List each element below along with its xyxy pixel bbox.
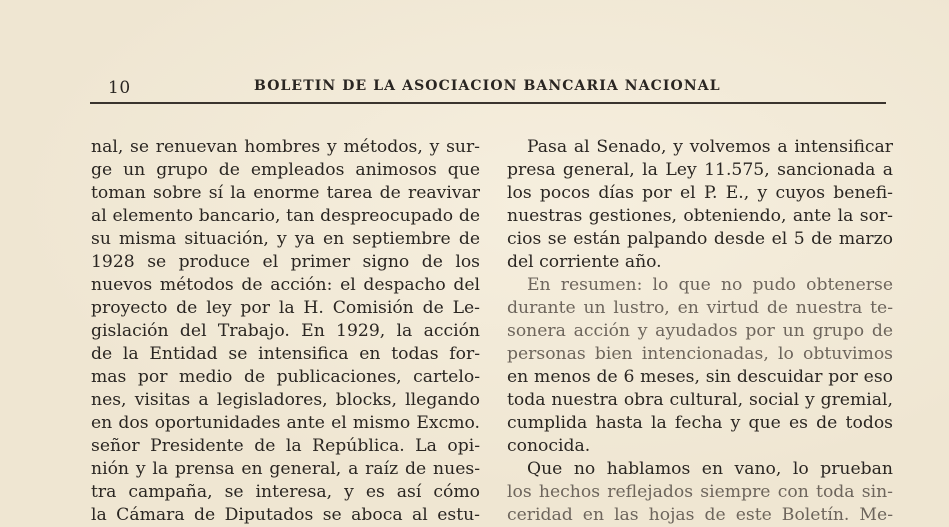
- text-line: en menos de 6 meses, sin descuidar por eso: [507, 367, 893, 387]
- right-column: [507, 136, 893, 527]
- text-line: conocida.: [507, 436, 591, 456]
- text-line: Pasa al Senado, y volvemos a intensificar: [527, 137, 893, 157]
- text-line: gislación del Trabajo. En 1929, la acción: [91, 321, 480, 341]
- text-line: En resumen: lo que no pudo obtenerse: [527, 275, 893, 295]
- text-line: señor Presidente de la República. La opi-: [91, 436, 480, 456]
- text-line: toman sobre sí la enorme tarea de reavivar: [91, 183, 480, 203]
- header-rule: [90, 102, 886, 104]
- text-line: en dos oportunidades ante el mismo Excmo.: [91, 413, 480, 433]
- text-line: cumplida hasta la fecha y que es de todos: [507, 413, 893, 433]
- text-line: ceridad en las hojas de este Boletín. Me-: [507, 505, 893, 525]
- text-line: los pocos días por el P. E., y cuyos benefi-: [507, 183, 893, 203]
- text-line: del corriente año.: [507, 252, 662, 272]
- text-line: nes, visitas a legisladores, blocks, llegando: [91, 390, 480, 410]
- left-column: [91, 136, 480, 527]
- text-line: toda nuestra obra cultural, social y gremial,: [507, 390, 893, 410]
- text-line: cios se están palpando desde el 5 de marzo: [507, 229, 893, 249]
- text-line: durante un lustro, en virtud de nuestra te-: [507, 298, 893, 318]
- text-line: nión y la prensa en general, a raíz de nues-: [91, 459, 480, 479]
- text-line: mas por medio de publicaciones, cartelo-: [91, 367, 480, 387]
- text-line: sonera acción y ayudados por un grupo de: [507, 321, 893, 341]
- text-line: los hechos reflejados siempre con toda sin-: [507, 482, 893, 502]
- text-line: la Cámara de Diputados se aboca al estu-: [91, 505, 480, 525]
- text-line: nal, se renuevan hombres y métodos, y sur-: [91, 137, 480, 157]
- text-line: nuestras gestiones, obteniendo, ante la sor-: [507, 206, 893, 226]
- page-number: 10: [108, 78, 131, 98]
- text-line: 1928 se produce el primer signo de los: [91, 252, 480, 272]
- text-line: al elemento bancario, tan despreocupado de: [91, 206, 480, 226]
- text-line: de la Entidad se intensifica en todas for-: [91, 344, 480, 364]
- text-line: personas bien intencionadas, lo obtuvimos: [507, 344, 893, 364]
- text-line: ge un grupo de empleados animosos que: [91, 160, 480, 180]
- text-line: nuevos métodos de acción: el despacho del: [91, 275, 480, 295]
- text-line: su misma situación, y ya en septiembre de: [91, 229, 480, 249]
- text-line: presa general, la Ley 11.575, sancionada a: [507, 160, 893, 180]
- text-line: proyecto de ley por la H. Comisión de Le-: [91, 298, 480, 318]
- text-line: Que no hablamos en vano, lo prueban: [527, 459, 893, 479]
- text-line: tra campaña, se interesa, y es así cómo: [91, 482, 480, 502]
- running-head: BOLETIN DE LA ASOCIACION BANCARIA NACIONAL: [254, 78, 721, 94]
